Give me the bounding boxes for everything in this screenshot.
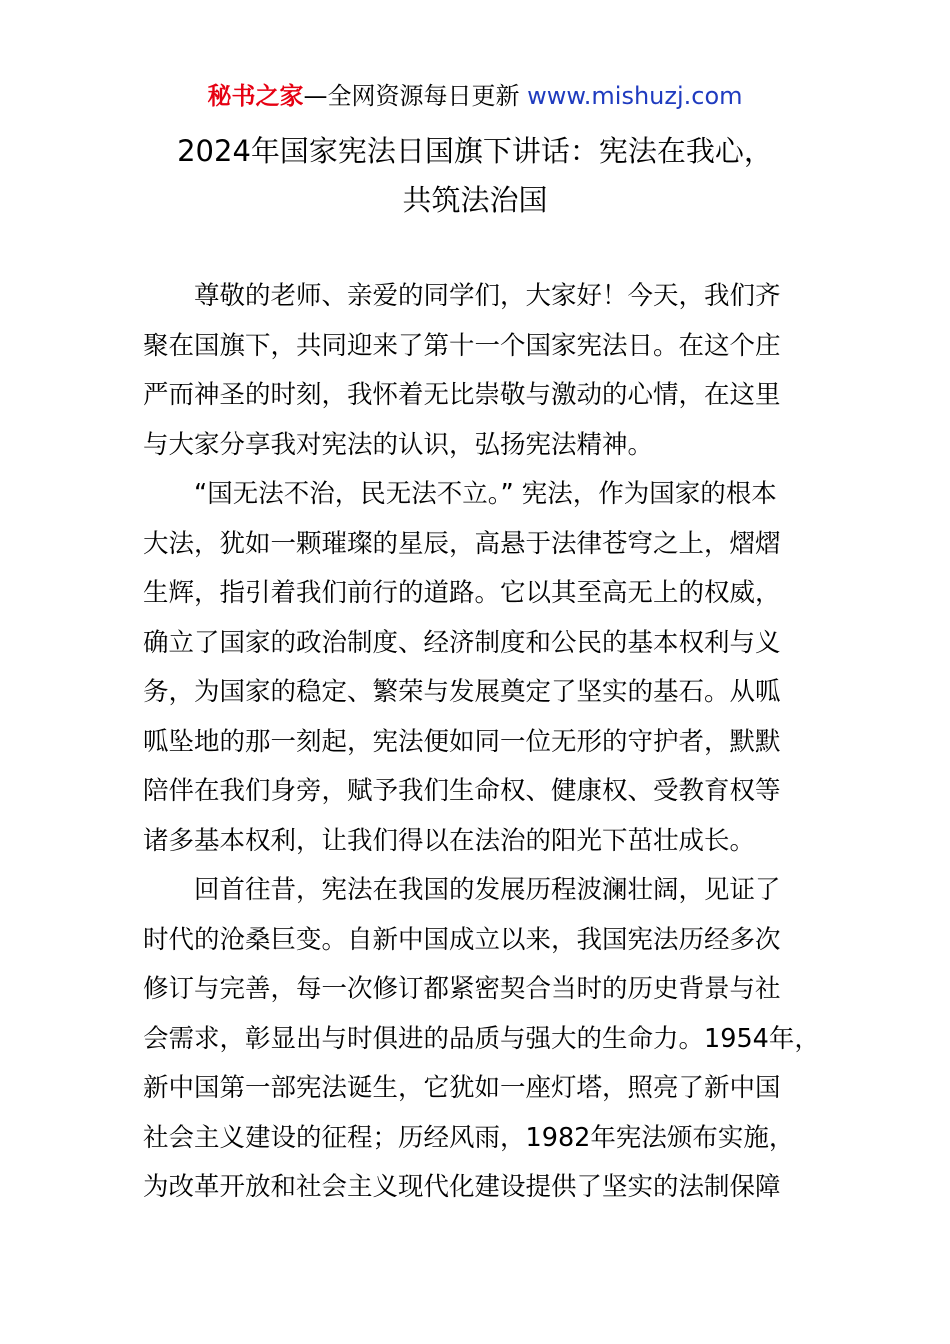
body-line: 会需求，彰显出与时俱进的品质与强大的生命力。1954年，	[143, 1023, 820, 1054]
body-line: 为改革开放和社会主义现代化建设提供了坚实的法制保障	[143, 1172, 781, 1202]
brand-name: 秘书之家	[207, 82, 304, 110]
body-line: 诸多基本权利，让我们得以在法治的阳光下茁壮成长。	[143, 825, 756, 856]
body-line: 社会主义建设的征程；历经风雨，1982年宪法颁布实施，	[143, 1122, 795, 1153]
body-line: 生辉，指引着我们前行的道路。它以其至高无上的权威，	[143, 578, 781, 608]
body-line: 尊敬的老师、亲爱的同学们，大家好！今天，我们齐	[194, 281, 781, 311]
body-line: 严而神圣的时刻，我怀着无比崇敬与激动的心情，在这里	[143, 380, 781, 410]
body-line: 时代的沧桑巨变。自新中国成立以来，我国宪法历经多次	[143, 924, 781, 955]
body-line: 务，为国家的稳定、繁荣与发展奠定了坚实的基石。从呱	[143, 677, 781, 707]
body-line: 聚在国旗下，共同迎来了第十一个国家宪法日。在这个庄	[143, 330, 781, 361]
body-line: 确立了国家的政治制度、经济制度和公民的基本权利与义	[143, 627, 781, 658]
body-line: 新中国第一部宪法诞生，它犹如一座灯塔，照亮了新中国	[143, 1073, 781, 1103]
body-line: 呱坠地的那一刻起，宪法便如同一位无形的守护者，默默	[143, 726, 781, 757]
site-header	[0, 80, 950, 112]
document-title	[120, 127, 830, 225]
body-line: 陪伴在我们身旁，赋予我们生命权、健康权、受教育权等	[143, 776, 781, 806]
header-tagline: —全网资源每日更新	[303, 82, 528, 110]
body-line: “国无法不治，民无法不立。” 宪法，作为国家的根本	[194, 479, 777, 509]
body-line: 大法，犹如一颗璀璨的星辰，高悬于法律苍穹之上，熠熠	[143, 528, 781, 559]
body-line: 与大家分享我对宪法的认识，弘扬宪法精神。	[143, 429, 654, 460]
speech-body	[143, 272, 843, 1213]
body-line: 回首往昔，宪法在我国的发展历程波澜壮阔，见证了	[194, 875, 781, 905]
title-line-1: 2024年国家宪法日国旗下讲话：宪法在我心，	[177, 134, 773, 168]
title-line-2: 共筑法治国	[402, 183, 548, 217]
body-line: 修订与完善，每一次修订都紧密契合当时的历史背景与社	[143, 974, 781, 1004]
site-url-link[interactable]: www.mishuzj.com	[527, 82, 743, 110]
